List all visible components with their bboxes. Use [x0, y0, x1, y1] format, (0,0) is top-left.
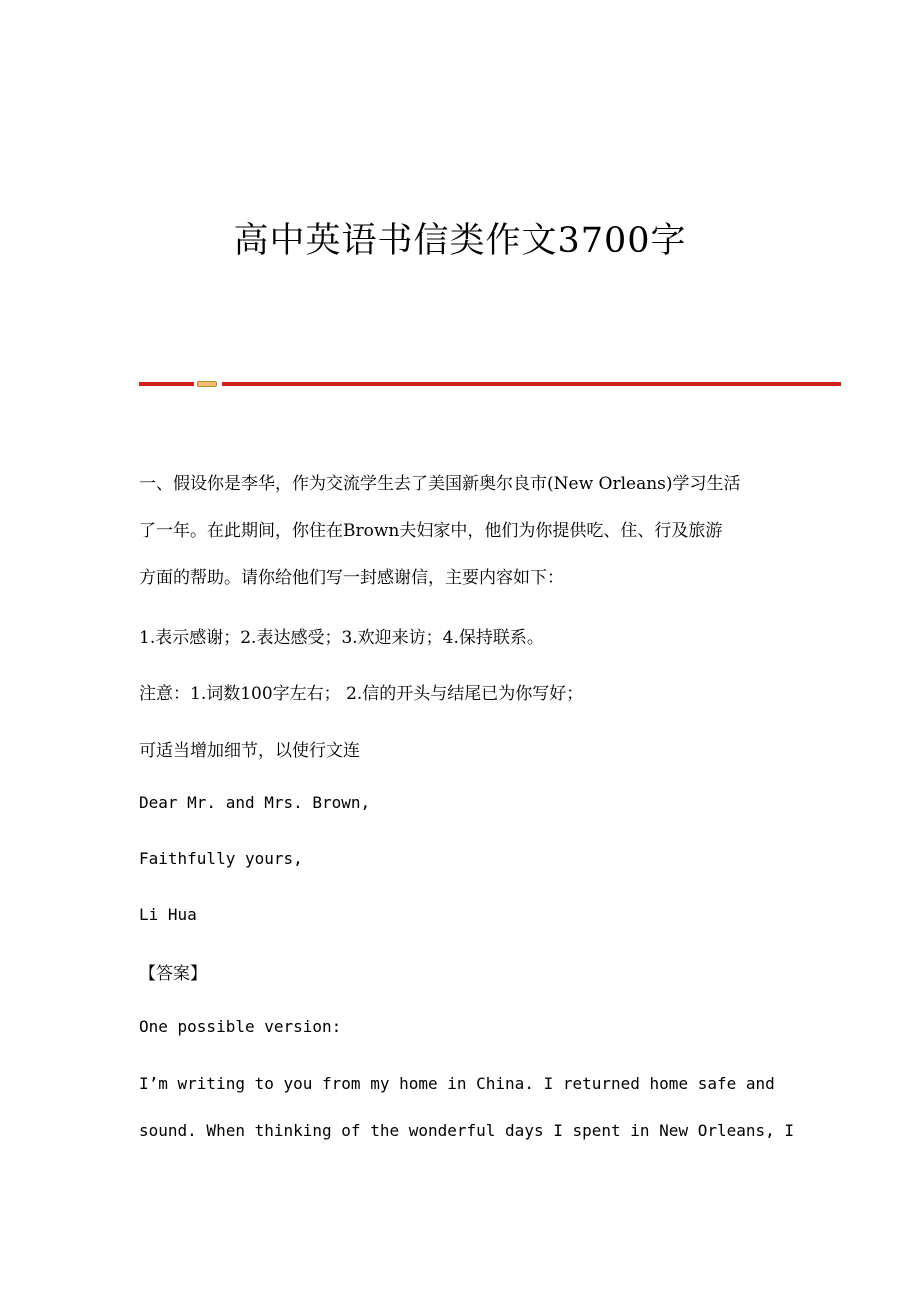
task-intro-line: 方面的帮助。请你给他们写一封感谢信，主要内容如下： [139, 568, 564, 588]
task-requirements: 1.表示感谢；2.表达感受；3.欢迎来访；4.保持联系。 [139, 628, 544, 648]
answer-text [139, 1060, 799, 1154]
answer-line: I’m writing to you from my home in China. I returned home safe and [139, 1074, 775, 1093]
task-intro-line: 了一年。在此期间，你住在Brown夫妇家中，他们为你提供吃、住、行及旅游 [139, 521, 723, 541]
answer-line: sound. When thinking of the wonderful days I spent in New Orleans, I [139, 1121, 795, 1140]
task-intro-line: 一、假设你是李华，作为交流学生去了美国新奥尔良市(New Orleans)学习生活 [139, 474, 741, 494]
page-title: 高中英语书信类作文3700字 [233, 221, 687, 261]
divider-line-right [222, 382, 841, 386]
task-notes-continued: 可适当增加细节，以使行文连 [139, 741, 360, 761]
title-divider [139, 380, 841, 388]
letter-signature: Li Hua [139, 905, 197, 924]
divider-line-left [139, 382, 194, 386]
letter-salutation: Dear Mr. and Mrs. Brown, [139, 793, 371, 812]
letter-closing: Faithfully yours, [139, 849, 303, 868]
task-intro [139, 461, 799, 602]
answer-label: 【答案】 [139, 964, 207, 984]
divider-ornament-icon [197, 381, 217, 387]
task-notes: 注意：1.词数100字左右； 2.信的开头与结尾已为你写好； [139, 684, 584, 704]
answer-intro: One possible version: [139, 1017, 342, 1036]
